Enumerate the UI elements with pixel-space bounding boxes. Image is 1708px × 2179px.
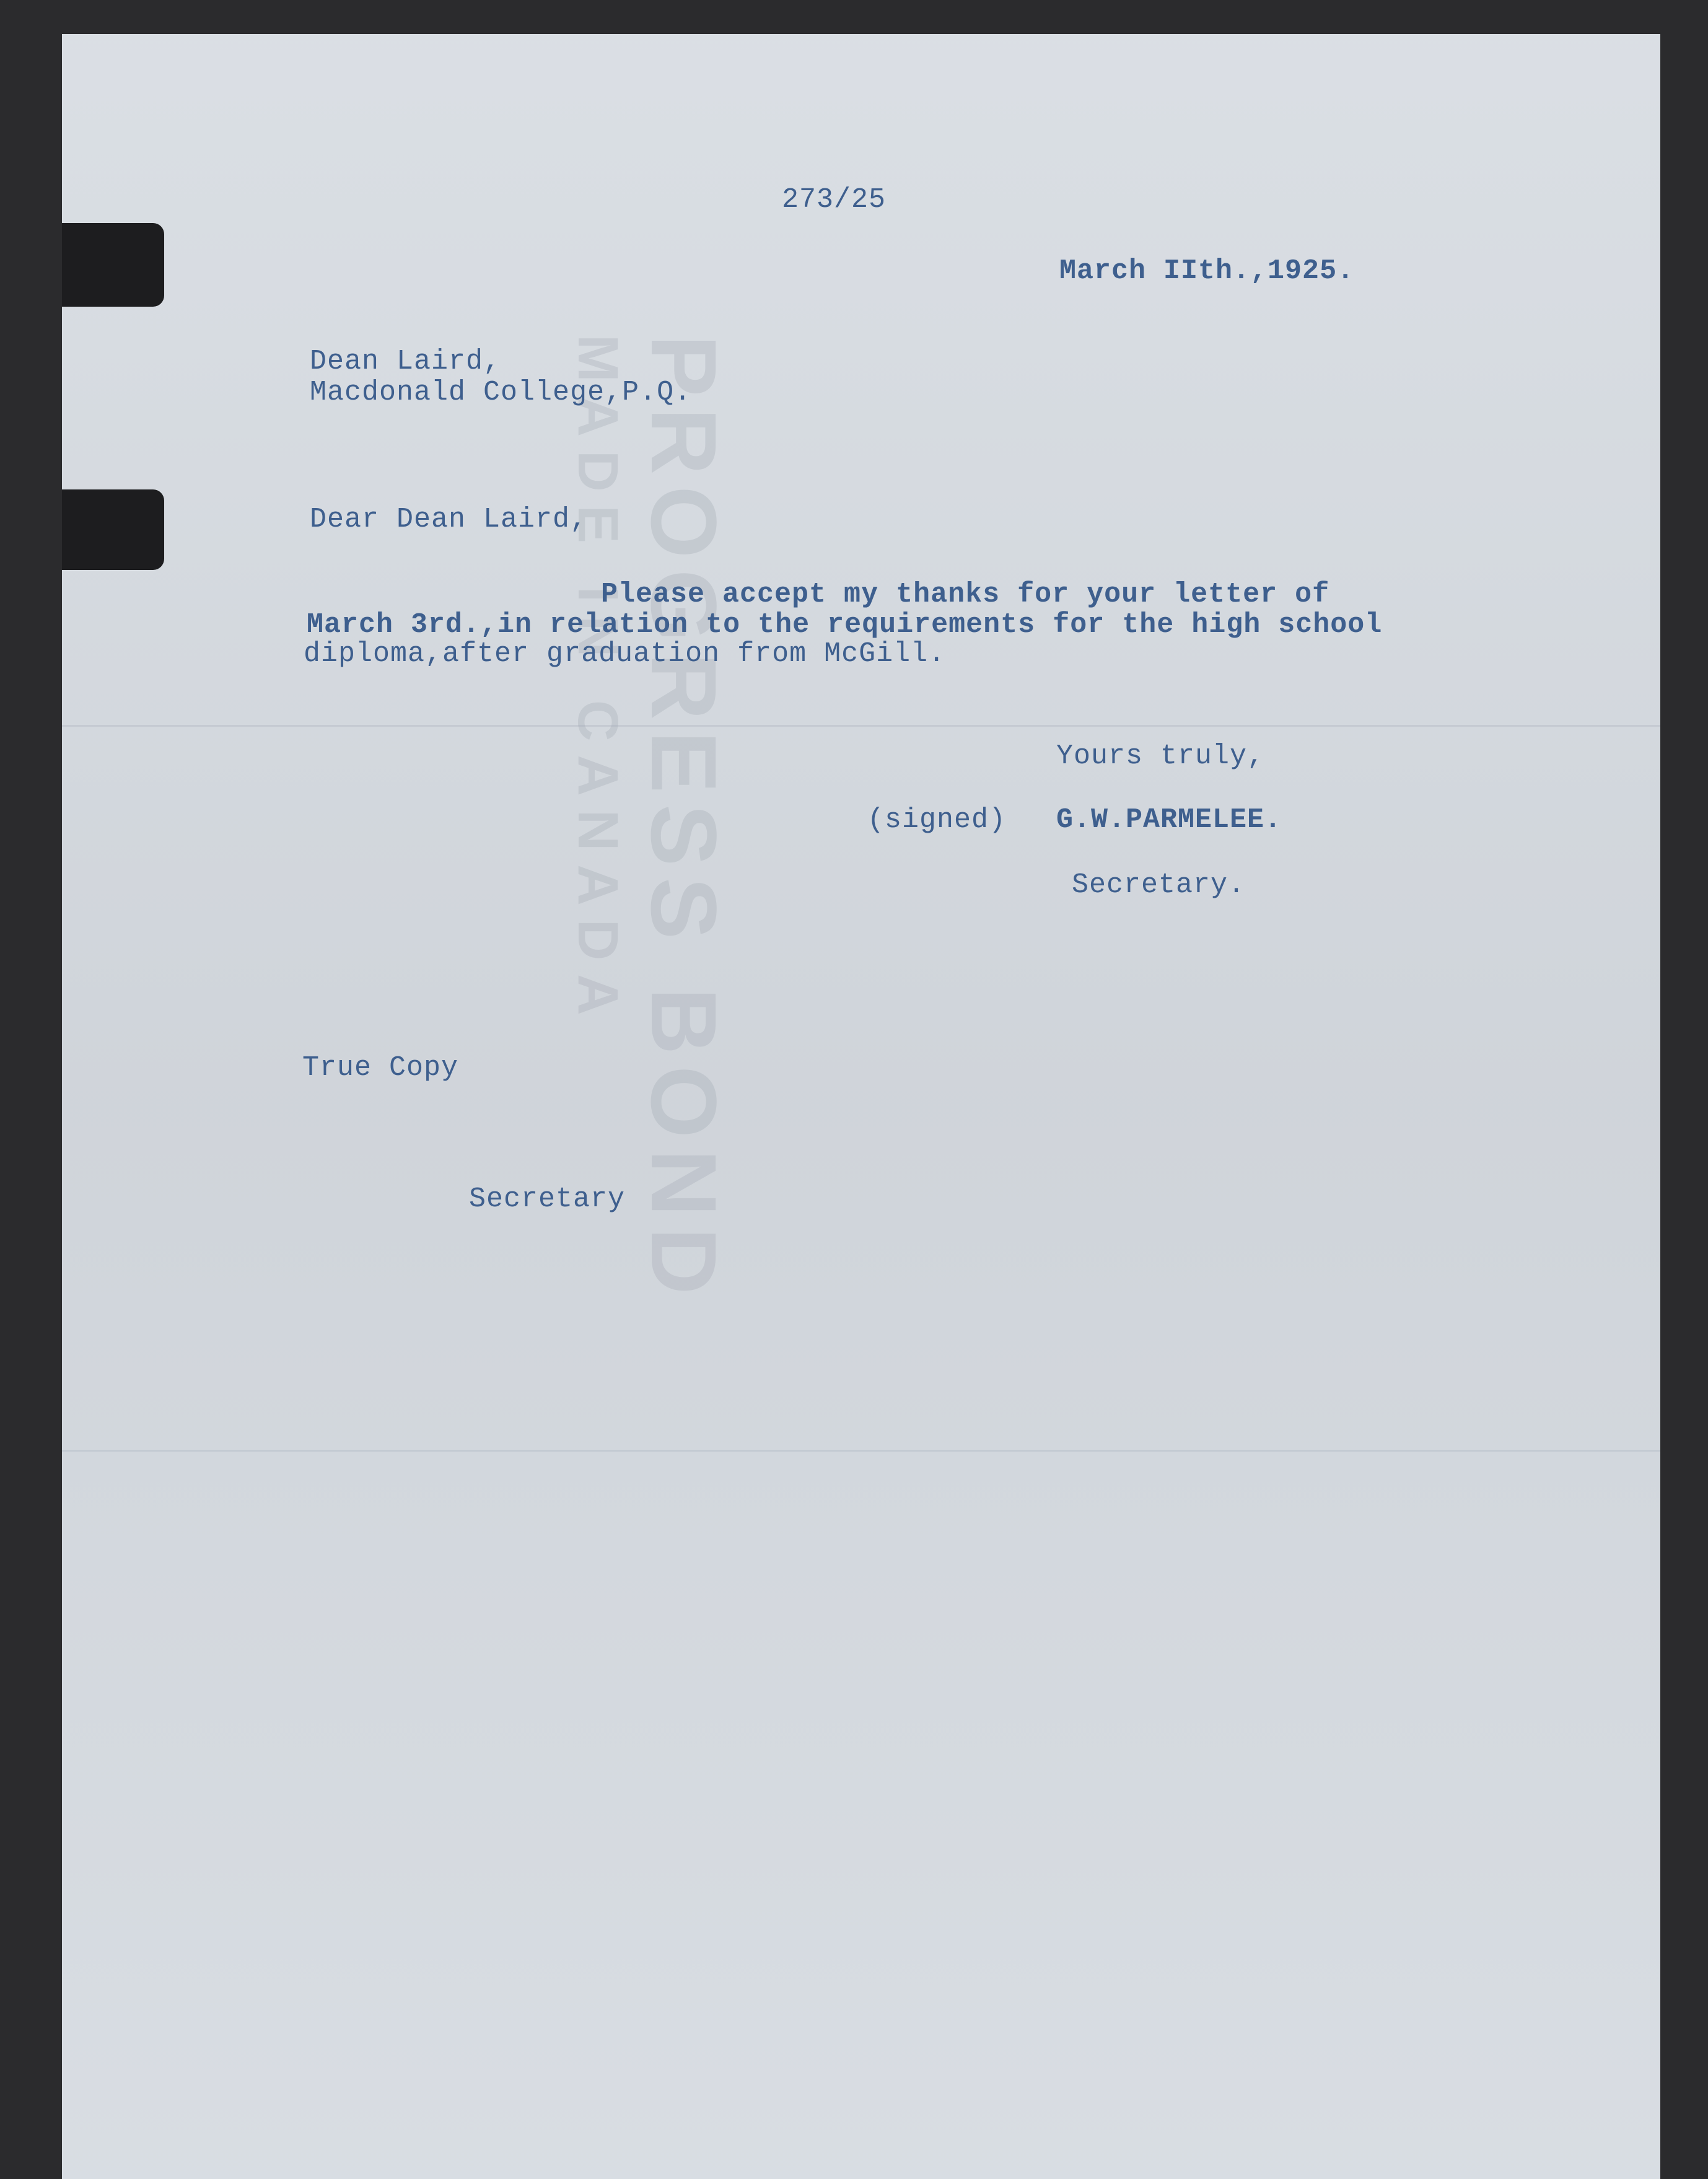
- secretary-label: Secretary: [469, 1183, 626, 1215]
- signer-title: Secretary.: [1072, 869, 1246, 901]
- watermark-brand: PROGRESS BOND: [632, 335, 736, 1306]
- salutation: Dear Dean Laird,: [310, 504, 588, 535]
- watermark-origin: MADE IN CANADA: [566, 335, 629, 1029]
- signed-note: (signed): [867, 804, 1007, 836]
- binder-hole-bottom: [62, 489, 164, 570]
- true-copy-label: True Copy: [302, 1052, 459, 1084]
- paper-fold: [62, 725, 1660, 727]
- paper-fold: [62, 1450, 1660, 1452]
- recipient-name: Dean Laird,: [310, 346, 501, 377]
- recipient-address: Macdonald College,P.Q.: [310, 377, 692, 408]
- paper-sheet: [62, 34, 1660, 2179]
- signer-name: G.W.PARMELEE.: [1056, 804, 1282, 836]
- complimentary-close: Yours truly,: [1056, 740, 1265, 772]
- reference-number: 273/25: [782, 184, 887, 216]
- body-line: March 3rd.,in relation to the requirements for the high school: [307, 609, 1383, 641]
- body-line: diploma,after graduation from McGill.: [304, 638, 946, 670]
- binder-hole-top: [62, 223, 164, 307]
- body-line: Please accept my thanks for your letter of: [601, 579, 1330, 610]
- letter-date: March IIth.,1925.: [1059, 255, 1355, 287]
